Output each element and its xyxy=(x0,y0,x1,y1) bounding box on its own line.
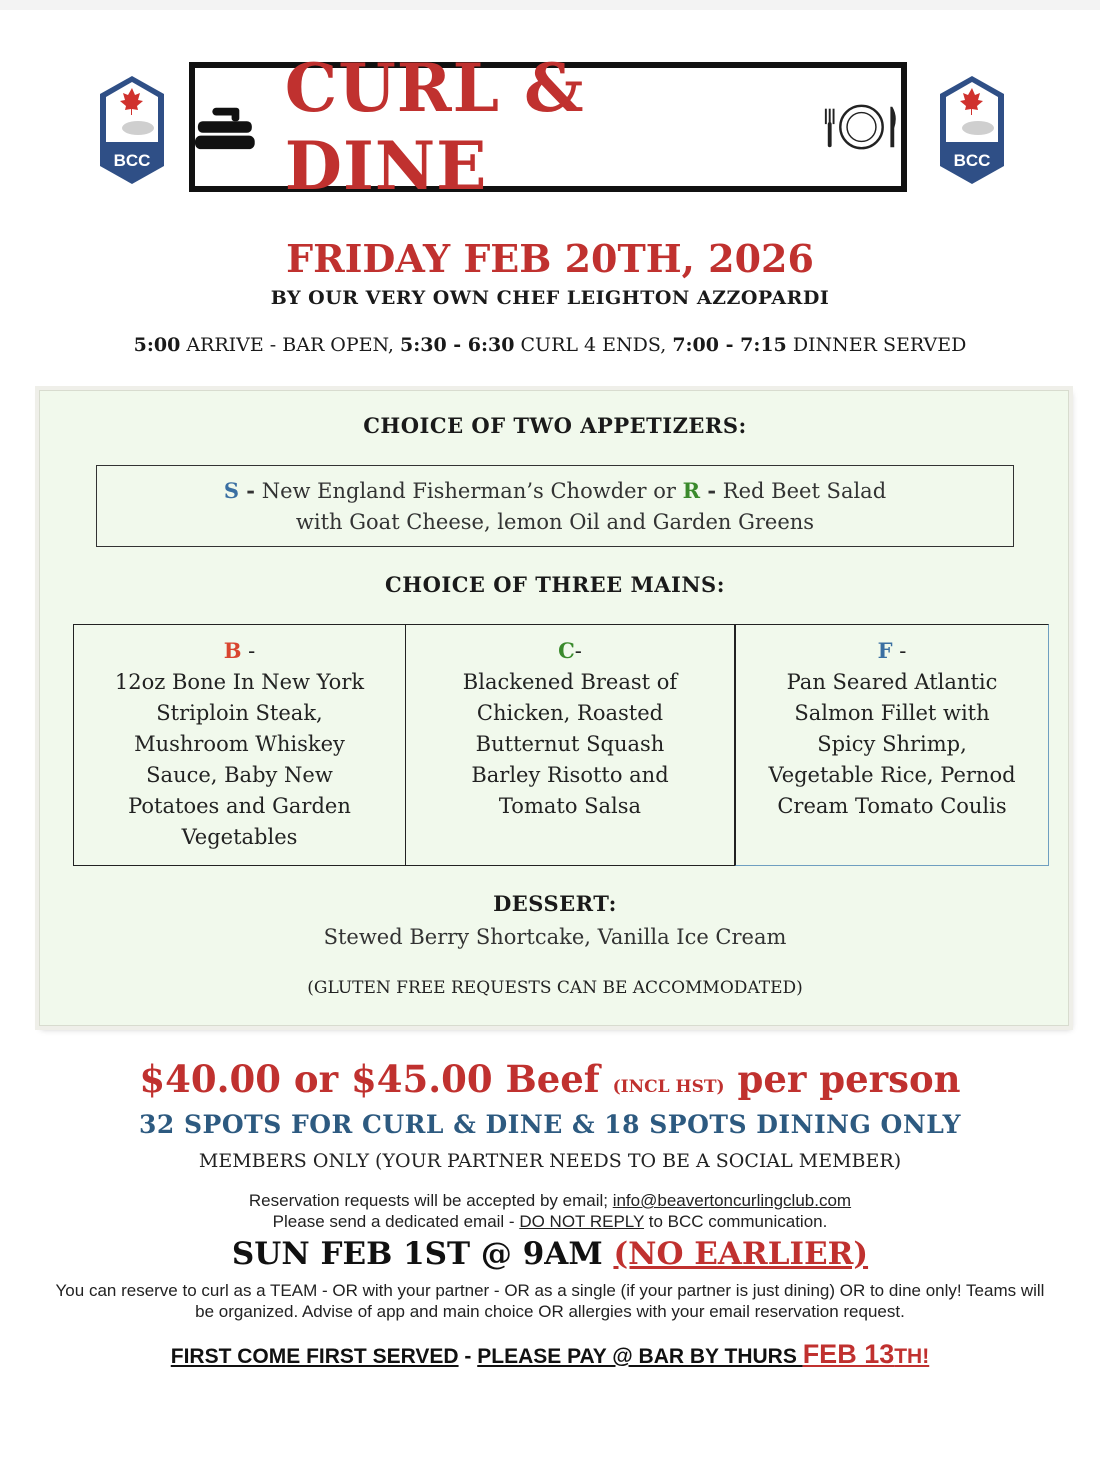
appetizers-heading: CHOICE OF TWO APPETIZERS: xyxy=(363,413,747,438)
logo-left-text: BCC xyxy=(113,151,151,170)
main-b-line: Mushroom Whiskey xyxy=(134,732,345,756)
main-f-sep: - xyxy=(892,639,907,663)
plate-cutlery-icon xyxy=(822,102,901,152)
main-f-line: Salmon Fillet with xyxy=(794,701,990,725)
menu-panel xyxy=(39,390,1069,1026)
do-not-reply-note: DO NOT REPLY xyxy=(519,1212,645,1231)
main-c-code: C xyxy=(558,638,575,663)
dessert-description: Stewed Berry Shortcake, Vanilla Ice Cream xyxy=(323,925,787,949)
main-b-line: Potatoes and Garden xyxy=(128,794,351,818)
schedule-time-arrive: 5:00 xyxy=(133,334,181,356)
appetizer-r-line2: with Goat Cheese, lemon Oil and Garden Greens xyxy=(295,510,815,534)
page-title: CURL & DINE xyxy=(284,49,585,205)
title-banner xyxy=(189,49,907,205)
main-c-sep: - xyxy=(574,639,582,663)
members-only-note: MEMBERS ONLY (YOUR PARTNER NEEDS TO BE A SOCIAL MEMBER) xyxy=(198,1150,902,1172)
schedule-text-dinner: DINNER SERVED xyxy=(786,334,967,356)
payment-deadline xyxy=(0,1339,1100,1370)
schedule-text-arrive: ARRIVE - BAR OPEN, xyxy=(180,334,401,356)
appetizer-s-text: New England Fisherman’s Chowder or xyxy=(255,479,683,503)
main-f-line: Cream Tomato Coulis xyxy=(777,794,1007,818)
main-b-line: Sauce, Baby New xyxy=(146,763,333,787)
main-b-line: Vegetables xyxy=(181,825,298,849)
schedule-time-curl: 5:30 - 6:30 xyxy=(400,334,515,356)
no-earlier-note: (NO EARLIER) xyxy=(613,1236,869,1272)
deadline-date: FEB 13 xyxy=(802,1339,895,1369)
logo-right-text: BCC xyxy=(953,151,991,170)
main-f-line: Vegetable Rice, Pernod xyxy=(768,763,1016,787)
main-b-line: Striploin Steak, xyxy=(156,701,323,725)
pay-at-bar-note: PLEASE PAY @ BAR BY THURS xyxy=(477,1345,803,1368)
reservation-line2-prefix: Please send a dedicated email - xyxy=(272,1212,520,1231)
appetizer-r-code: R xyxy=(682,478,701,503)
mains-heading: CHOICE OF THREE MAINS: xyxy=(385,572,725,597)
event-schedule xyxy=(0,334,1100,356)
price-suffix: per person xyxy=(724,1057,961,1101)
schedule-text-curl: CURL 4 ENDS, xyxy=(514,334,673,356)
main-f-line: Spicy Shrimp, xyxy=(817,732,967,756)
main-c-line: Barley Risotto and xyxy=(471,763,669,787)
reservation-line2-suffix: to BCC communication. xyxy=(644,1212,828,1231)
main-b-code: B xyxy=(223,638,242,663)
appetizer-s-dash: - xyxy=(239,478,256,503)
price-main: $40.00 or $45.00 Beef xyxy=(139,1057,613,1101)
main-b-sep: - xyxy=(241,639,256,663)
first-come-note: FIRST COME FIRST SERVED xyxy=(170,1345,459,1368)
gluten-free-note: (GLUTEN FREE REQUESTS CAN BE ACCOMMODATED) xyxy=(307,978,803,998)
deadline-suffix: TH! xyxy=(894,1345,930,1368)
appetizers-box xyxy=(96,465,1014,547)
dessert-heading: DESSERT: xyxy=(493,891,617,916)
main-c-line: Tomato Salsa xyxy=(498,794,642,818)
price-tax-note: (INCL HST) xyxy=(612,1077,725,1097)
reservation-instructions xyxy=(0,1190,1100,1232)
main-c-line: Chicken, Roasted xyxy=(476,701,664,725)
chef-credit: BY OUR VERY OWN CHEF LEIGHTON AZZOPARDI xyxy=(270,287,830,309)
bcc-logo-left xyxy=(98,74,166,186)
appetizer-r-dash: - xyxy=(700,478,717,503)
main-c-line: Blackened Breast of xyxy=(462,670,678,694)
bcc-logo-right xyxy=(938,74,1006,186)
event-date: FRIDAY FEB 20TH, 2026 xyxy=(286,236,814,281)
appetizer-s-code: S xyxy=(223,478,239,503)
open-time-text: SUN FEB 1ST @ 9AM xyxy=(231,1236,614,1272)
main-option-f xyxy=(735,624,1049,866)
reservation-line1: Reservation requests will be accepted by email; xyxy=(248,1191,613,1210)
main-option-c xyxy=(406,624,735,866)
curling-stone-icon xyxy=(195,103,255,151)
main-f-code: F xyxy=(877,638,893,663)
main-b-line: 12oz Bone In New York xyxy=(114,670,365,694)
reservation-details: You can reserve to curl as a TEAM - OR with your partner - OR as a single (if your partner is just dining) OR to dine only! Teams will be organized. Advise of app and main choice OR allergies with your email reservation request. xyxy=(55,1281,1045,1321)
main-f-line: Pan Seared Atlantic xyxy=(786,670,998,694)
spots-available: 32 SPOTS FOR CURL & DINE & 18 SPOTS DINING ONLY xyxy=(138,1110,962,1139)
main-c-line: Butternut Squash xyxy=(475,732,665,756)
reservation-email-link[interactable]: info@beavertoncurlingclub.com xyxy=(612,1191,852,1210)
main-option-b xyxy=(73,624,406,866)
top-strip xyxy=(0,0,1100,10)
appetizer-r-text: Red Beet Salad xyxy=(716,479,887,503)
reservation-open-time xyxy=(0,1236,1100,1272)
price-line xyxy=(0,1057,1100,1101)
payment-separator: - xyxy=(458,1345,478,1368)
mains-table xyxy=(73,624,1049,866)
schedule-time-dinner: 7:00 - 7:15 xyxy=(672,334,787,356)
